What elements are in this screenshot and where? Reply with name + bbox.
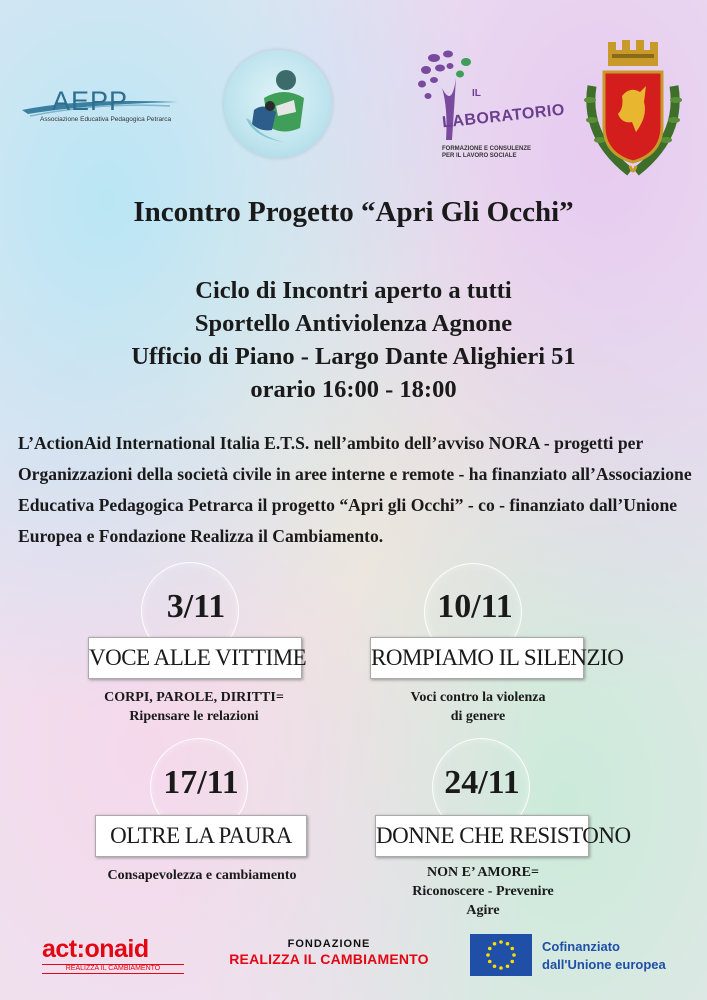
reading-figure-icon xyxy=(224,50,332,158)
event-date: 10/11 xyxy=(437,588,513,625)
laboratorio-name: LABORATORIO xyxy=(441,101,566,132)
event-date: 24/11 xyxy=(444,764,520,801)
event-date: 3/11 xyxy=(166,588,226,625)
actionaid-logo xyxy=(42,936,184,976)
eu-line-2: dall'Unione europea xyxy=(542,957,666,972)
municipal-crest xyxy=(578,36,688,184)
laboratorio-tagline: FORMAZIONE E CONSULENZE PER IL LAVORO SOCIALE xyxy=(442,146,532,159)
event-desc-line-1: Voci contro la violenza xyxy=(410,690,546,705)
event-title-box: VOCE ALLE VITTIME xyxy=(88,637,302,679)
event-title-box: ROMPIAMO IL SILENZIO xyxy=(370,637,584,679)
aepp-name: AEPP xyxy=(52,86,129,116)
aepp-logo xyxy=(20,80,180,130)
actionaid-tagline: REALIZZA IL CAMBIAMENTO xyxy=(42,964,184,974)
laboratorio-prefix: IL xyxy=(472,88,481,99)
eu-line-1: Cofinanziato xyxy=(542,939,620,954)
coat-of-arms-icon xyxy=(578,36,688,184)
event-title-box: OLTRE LA PAURA xyxy=(95,815,307,857)
event-desc-line-2: di genere xyxy=(450,709,506,724)
eu-stars-icon xyxy=(470,934,532,976)
event-date: 17/11 xyxy=(163,764,239,801)
event-desc-line-1: CORPI, PAROLE, DIRITTI= xyxy=(104,690,284,705)
event-desc-line-1: NON E’ AMORE= xyxy=(427,865,539,880)
event-desc-line-2: Ripensare le relazioni xyxy=(129,709,259,724)
funding-paragraph: L’ActionAid International Italia E.T.S. nell’ambito dell’avviso NORA - progetti per Organizzazioni della società civile in aree interne e remote - ha finanziato all’Associazione Educativa Pedagogica Petrarca il progetto “Apri gli Occhi” - co - finanziato dall’Unione Europea e Fondazione Realizza il Cambiamento. xyxy=(18,433,692,546)
fondazione-logo xyxy=(218,938,440,967)
eu-cofunded-logo xyxy=(470,934,700,978)
project-circle-logo xyxy=(224,50,332,158)
aepp-subtitle: Associazione Educativa Pedagogica Petrarca xyxy=(40,116,172,123)
event-desc-line-3: Agire xyxy=(466,903,500,918)
laboratorio-logo xyxy=(412,48,566,166)
fondazione-line-1: FONDAZIONE xyxy=(287,938,371,950)
eu-flag-icon xyxy=(470,934,532,976)
actionaid-name: act:onaid xyxy=(42,935,149,963)
page-title: Incontro Progetto “Apri Gli Occhi” xyxy=(133,196,574,228)
event-title-box: DONNE CHE RESISTONO xyxy=(375,815,589,857)
event-desc-line-2: Riconoscere - Prevenire xyxy=(412,884,554,899)
info-line-1: Ciclo di Incontri aperto a tutti xyxy=(195,277,512,304)
info-line-4: orario 16:00 - 18:00 xyxy=(250,376,457,403)
info-line-2: Sportello Antiviolenza Agnone xyxy=(194,310,513,337)
info-line-3: Ufficio di Piano - Largo Dante Alighieri 51 xyxy=(131,343,576,370)
fondazione-line-2: REALIZZA IL CAMBIAMENTO xyxy=(229,951,429,967)
event-desc-line-1: Consapevolezza e cambiamento xyxy=(107,868,297,883)
eu-text xyxy=(542,938,666,974)
